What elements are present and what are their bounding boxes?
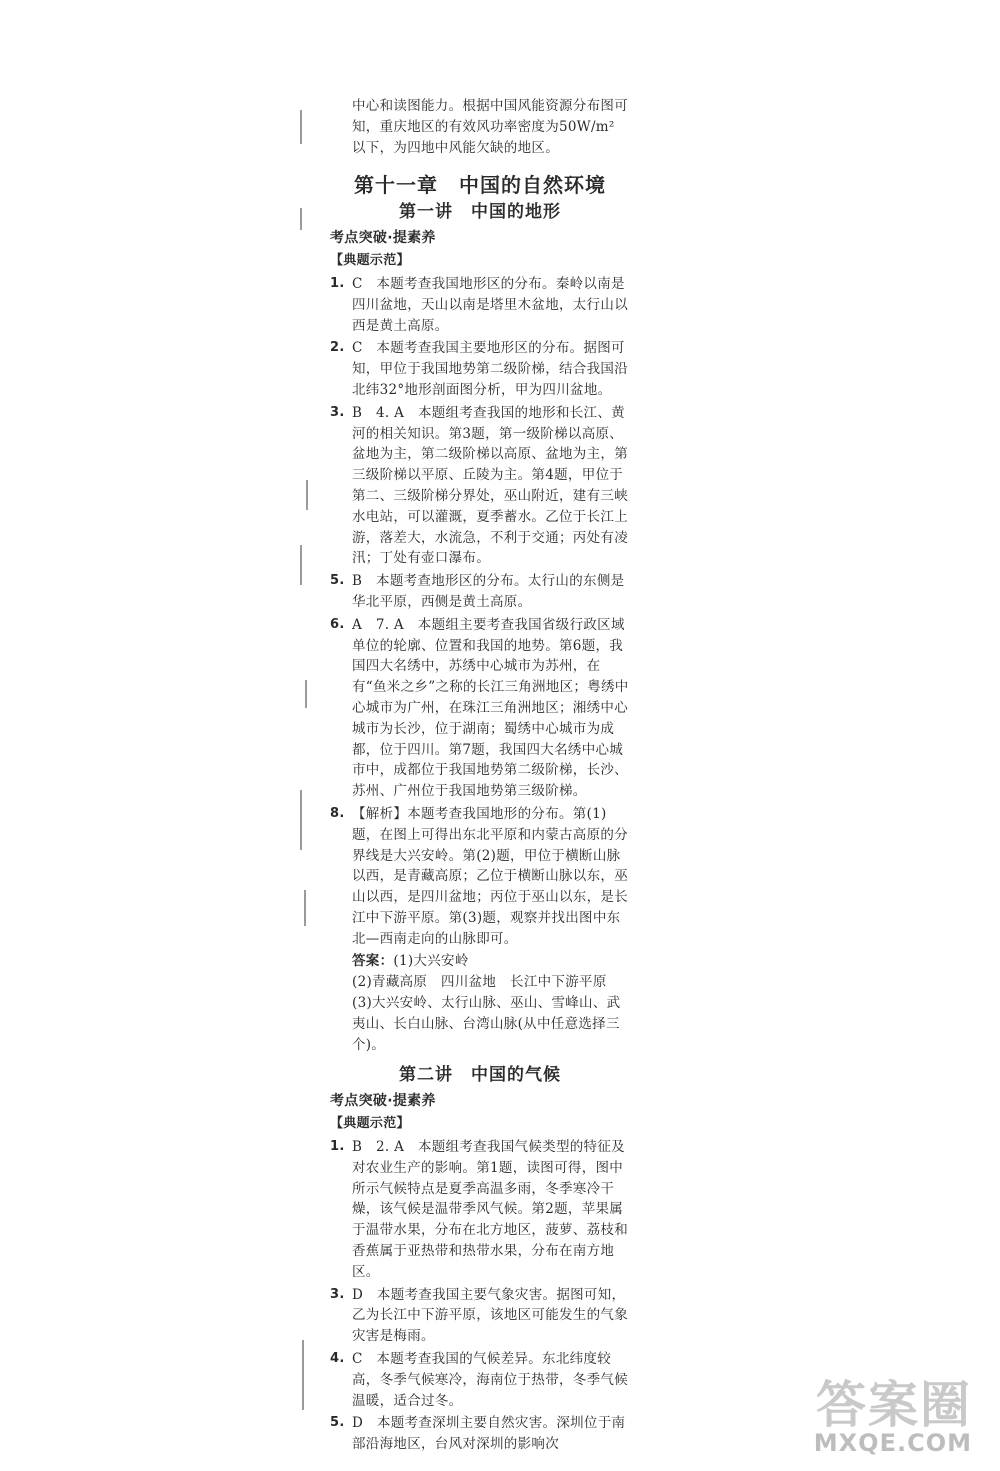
lesson-title: 第二讲 中国的气候 <box>399 1065 561 1086</box>
item-text: C 本题考查我国地形区的分布。秦岭以南是四川盆地，天山以南是塔里木盆地，太行山以西是黄土高原。 <box>352 275 628 334</box>
subsection-heading: 【典题示范】 <box>330 253 410 269</box>
answer-label: 答案： <box>352 953 394 970</box>
item-number: 1. <box>330 275 345 291</box>
binding-gutter-marks <box>300 90 324 1420</box>
answer-item <box>330 338 630 400</box>
answer-item <box>330 403 630 569</box>
lesson-title: 第一讲 中国的地形 <box>399 202 561 223</box>
answer-item <box>330 615 630 802</box>
item-number: 3. <box>330 404 345 420</box>
item-number: 2. <box>330 340 345 356</box>
subsection-heading: 【典题示范】 <box>330 1116 410 1132</box>
answer-column <box>330 96 630 1457</box>
item-number: 6. <box>330 616 345 632</box>
item-text: B 本题考查地形区的分布。太行山的东侧是华北平原，西侧是黄土高原。 <box>352 573 625 610</box>
watermark-url: MXQE.COM <box>813 1429 972 1457</box>
item-number: 5. <box>330 1415 345 1431</box>
answer-item <box>330 1413 630 1455</box>
item-text: C 本题考查我国主要地形区的分布。据图可知，甲位于我国地势第二级阶梯，结合我国沿北纬32°地形剖面图分析，甲为四川盆地。 <box>352 340 628 398</box>
intro-paragraph: 中心和读图能力。根据中国风能资源分布图可知，重庆地区的有效风功率密度为50W/m² 以下，为四地中风能欠缺的地区。 <box>352 98 628 156</box>
answer-item <box>330 571 630 613</box>
answer-item <box>330 1137 630 1283</box>
item-text: 【解析】本题考查我国地形的分布。第(1)题，在图上可得出东北平原和内蒙古高原的分界线是大兴安岭。第(2)题，甲位于横断山脉以西，是青藏高原；乙位于横断山脉以东，巫山以西，是四川盆地；丙位于巫山以东，是长江中下游平原。第(3)题，观察并找出图中东北—西南走向的山脉即可。 <box>352 805 628 947</box>
site-watermark <box>782 1361 972 1461</box>
item-number: 1. <box>330 1139 345 1155</box>
item-number: 3. <box>330 1286 345 1302</box>
item-text: D 本题考查深圳主要自然灾害。深圳位于南部沿海地区，台风对深圳的影响次 <box>352 1415 626 1453</box>
watermark-logo-text: 答案圈 <box>816 1376 972 1434</box>
item-text: A 7. A 本题组主要考查我国省级行政区域单位的轮廓、位置和我国的地势。第6题，我国四大名绣中，苏绣中心城市为苏州，在有“鱼米之乡”之称的长江三角洲地区；粤绣中心城市为广州，在珠江三角洲地区；湘绣中心城市为长沙，位于湖南；蜀绣中心城市为成都，位于四川。第7题，我国四大名绣中心城市中，成都位于我国地势第二级阶梯，长沙、苏州、广州位于我国地势第三级阶梯。 <box>352 616 629 800</box>
item-text: D 本题考查我国主要气象灾害。据图可知，乙为长江中下游平原，该地区可能发生的气象灾害是梅雨。 <box>352 1286 628 1345</box>
item-text: B 4. A 本题组考查我国的地形和长江、黄河的相关知识。第3题，第一级阶梯以高原、盆地为主，第二级阶梯以高原、盆地为主，第三级阶梯以平原、丘陵为主。第4题，甲位于第二、三级阶梯分界处，巫山附近，建有三峡水电站，可以灌溉，夏季蓄水。乙位于长江上游，落差大，水流急，不利于交通；丙处有凌汛；丁处有壶口瀑布。 <box>352 404 628 567</box>
answer-item <box>330 1285 630 1347</box>
item-number: 8. <box>330 805 345 821</box>
item-text: B 2. A 本题组考查我国气候类型的特征及对农业生产的影响。第1题，读图可得，图中所示气候特点是夏季高温多雨，冬季寒冷干燥，该气候是温带季风气候。第2题，苹果属于温带水果，分布在北方地区，菠萝、荔枝和香蕉属于亚热带和热带水果，分布在南方地区。 <box>352 1139 628 1280</box>
answer-item <box>330 274 630 336</box>
answer-line: (2)青藏高原 四川盆地 长江中下游平原 <box>352 974 607 991</box>
answer-line: (1)大兴安岭 <box>393 953 469 970</box>
answer-item <box>330 804 630 950</box>
answer-block <box>330 951 630 1055</box>
item-number: 4. <box>330 1351 345 1367</box>
answer-line: (3)大兴安岭、太行山脉、巫山、雪峰山、武夷山、长白山脉、台湾山脉(从中任意选择三个)。 <box>352 995 621 1053</box>
item-text: C 本题考查我国的气候差异。东北纬度较高，冬季气候寒冷，海南位于热带，冬季气候温暖，适合过冬。 <box>352 1351 628 1409</box>
section-heading: 考点突破·提素养 <box>330 1093 436 1110</box>
section-heading: 考点突破·提素养 <box>330 230 436 247</box>
chapter-title: 第十一章 中国的自然环境 <box>354 173 606 198</box>
item-number: 5. <box>330 573 345 589</box>
answer-item <box>330 1349 630 1411</box>
